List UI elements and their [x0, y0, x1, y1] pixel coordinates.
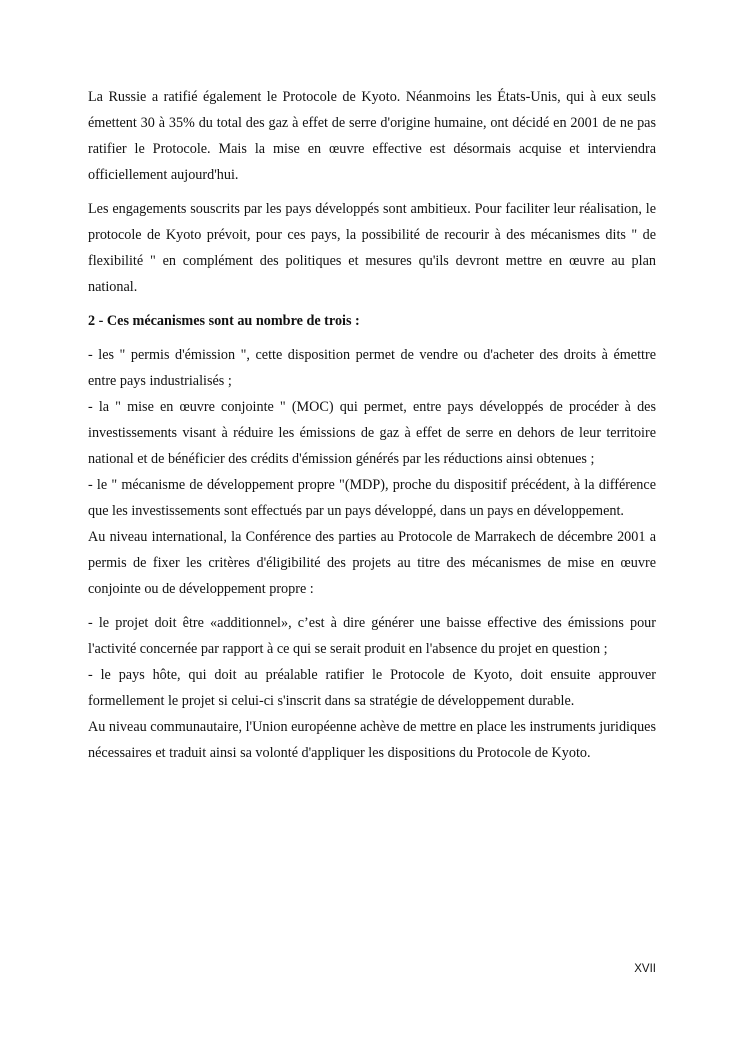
paragraph-russia-kyoto: La Russie a ratifié également le Protocole de Kyoto. Néanmoins les États-Unis, qui à eux seuls émettent 30 à 35% du total des gaz à effet de serre d'origine humaine, ont décidé en 2001 de ne pas ratifier le Protocole. Mais la mise en œuvre effective est désormais acquise et interviendra officiellement aujourd'hui.	[88, 89, 656, 183]
list-item-emission-permits: - les " permis d'émission ", cette disposition permet de vendre ou d'acheter des droits à émettre entre pays industrialisés ;	[88, 347, 656, 389]
list-item-additionality: - le projet doit être «additionnel», c’est à dire générer une baisse effective des émissions pour l'activité concernée par rapport à ce qui se serait produit en l'absence du projet en question ;	[88, 615, 656, 657]
section-heading: 2 - Ces mécanismes sont au nombre de trois :	[88, 313, 360, 329]
list-item-clean-development: - le " mécanisme de développement propre "(MDP), proche du dispositif précédent, à la différence que les investissements sont effectués par un pays développé, dans un pays en développement.	[88, 477, 656, 519]
paragraph-marrakech: Au niveau international, la Conférence des parties au Protocole de Marrakech de décembre 2001 a permis de fixer les critères d'éligibilité des projets au titre des mécanismes de mise en œuvre conjointe ou de développement propre :	[88, 529, 656, 597]
paragraph-commitments: Les engagements souscrits par les pays développés sont ambitieux. Pour faciliter leur réalisation, le protocole de Kyoto prévoit, pour ces pays, la possibilité de recourir à des mécanismes dits " de flexibilité " en complément des politiques et mesures qu'ils devront mettre en œuvre au plan national.	[88, 201, 656, 295]
paragraph-eu-level: Au niveau communautaire, l'Union européenne achève de mettre en place les instruments juridiques nécessaires et traduit ainsi sa volonté d'appliquer les dispositions du Protocole de Kyoto.	[88, 719, 656, 761]
list-item-host-country: - le pays hôte, qui doit au préalable ratifier le Protocole de Kyoto, doit ensuite approuver formellement le projet si celui-ci s'inscrit dans sa stratégie de développement durable.	[88, 667, 656, 709]
list-item-joint-implementation: - la " mise en œuvre conjointe " (MOC) qui permet, entre pays développés de procéder à des investissements visant à réduire les émissions de gaz à effet de serre en dehors de leur territoire national et de bénéficier des crédits d'émission générés par les réductions ainsi obtenues ;	[88, 399, 656, 467]
document-body	[88, 84, 656, 766]
page-number: XVII	[634, 963, 656, 975]
